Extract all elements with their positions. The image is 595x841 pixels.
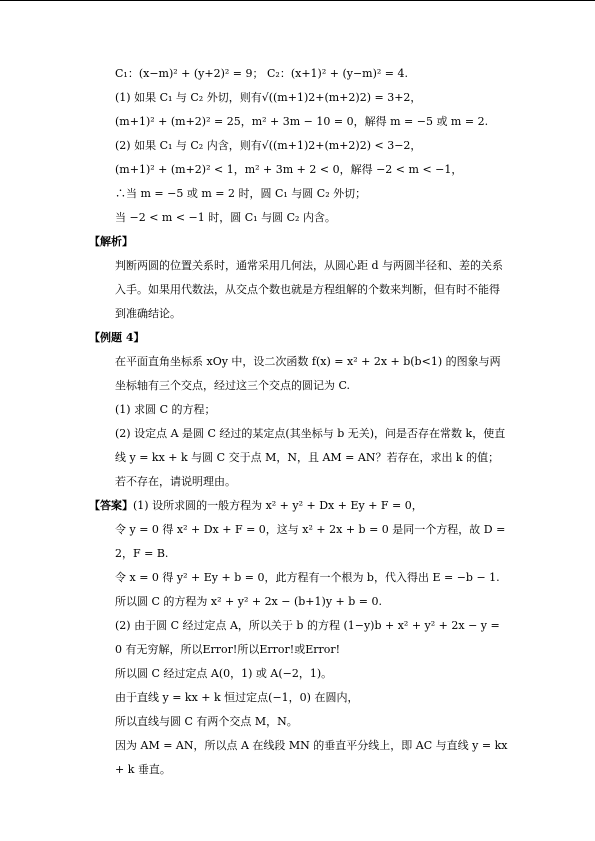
answer-line: 令 y = 0 得 x² + Dx + F = 0，这与 x² + 2x + b = 0 是同一个方程，故 D = 2，F = B. bbox=[115, 523, 506, 560]
answer-line: (2) 由于圆 C 经过定点 A，所以关于 b 的方程 (1−y)b + x² + y² + 2x − y = 0 有无穷解，所以Error!所以Error!或Error! bbox=[115, 619, 500, 656]
answer-heading: 【答案】 bbox=[89, 499, 133, 512]
question-1: (1) 求圆 C 的方程； bbox=[115, 403, 216, 416]
answer-first-text: (1) 设所求圆的一般方程为 x² + y² + Dx + Ey + F = 0， bbox=[133, 499, 423, 512]
example-heading: 【例题 4】 bbox=[89, 331, 145, 344]
answer-line: 由于直线 y = kx + k 恒过定点(−1，0) 在圆内， bbox=[115, 691, 359, 704]
answer-first-line bbox=[89, 494, 509, 518]
equation-line: (1) 如果 C₁ 与 C₂ 外切，则有√((m+1)2+(m+2)2) = 3+2， bbox=[115, 91, 422, 104]
question-2: (2) 设定点 A 是圆 C 经过的某定点(其坐标与 b 无关)，问是否存在常数 k，使直线 y = kx + k 与圆 C 交于点 M，N，且 AM = AN？若存在，求出 k 的值；若不存在，请说明理由。 bbox=[115, 427, 506, 488]
analysis-paragraph: 判断两圆的位置关系时，通常采用几何法，从圆心距 d 与两圆半径和、差的关系入手。如果用代数法，从交点个数也就是方程组解的个数来判断，但有时不能得到准确结论。 bbox=[115, 259, 504, 320]
answer-line: 所以圆 C 经过定点 A(0，1) 或 A(−2，1)。 bbox=[115, 667, 333, 680]
equation-line: ∴当 m = −5 或 m = 2 时，圆 C₁ 与圆 C₂ 外切； bbox=[115, 187, 367, 200]
equation-line: C₁：(x−m)² + (y+2)² = 9； C₂：(x+1)² + (y−m)² = 4. bbox=[115, 67, 409, 80]
analysis-heading: 【解析】 bbox=[89, 235, 133, 248]
example-paragraph: 在平面直角坐标系 xOy 中，设二次函数 f(x) = x² + 2x + b(b<1) 的图象与两坐标轴有三个交点，经过这三个交点的圆记为 C. bbox=[115, 355, 501, 392]
equation-line: (m+1)² + (m+2)² = 25，m² + 3m − 10 = 0，解得 m = −5 或 m = 2. bbox=[115, 115, 489, 128]
equation-line: (m+1)² + (m+2)² < 1，m² + 3m + 2 < 0，解得 −2 < m < −1， bbox=[115, 163, 463, 176]
answer-line: 令 x = 0 得 y² + Ey + b = 0，此方程有一个根为 b，代入得出 E = −b − 1. bbox=[115, 571, 500, 584]
answer-line: 所以圆 C 的方程为 x² + y² + 2x − (b+1)y + b = 0. bbox=[115, 595, 382, 608]
equation-line: (2) 如果 C₁ 与 C₂ 内含，则有√((m+1)2+(m+2)2) < 3−2， bbox=[115, 139, 422, 152]
answer-line: 所以直线与圆 C 有两个交点 M，N。 bbox=[115, 715, 298, 728]
document-page bbox=[89, 62, 509, 782]
equation-line: 当 −2 < m < −1 时，圆 C₁ 与圆 C₂ 内含。 bbox=[115, 211, 336, 224]
answer-line: 因为 AM = AN，所以点 A 在线段 MN 的垂直平分线上，即 AC 与直线 y = kx + k 垂直。 bbox=[115, 739, 508, 776]
top-rule bbox=[0, 0, 595, 1]
